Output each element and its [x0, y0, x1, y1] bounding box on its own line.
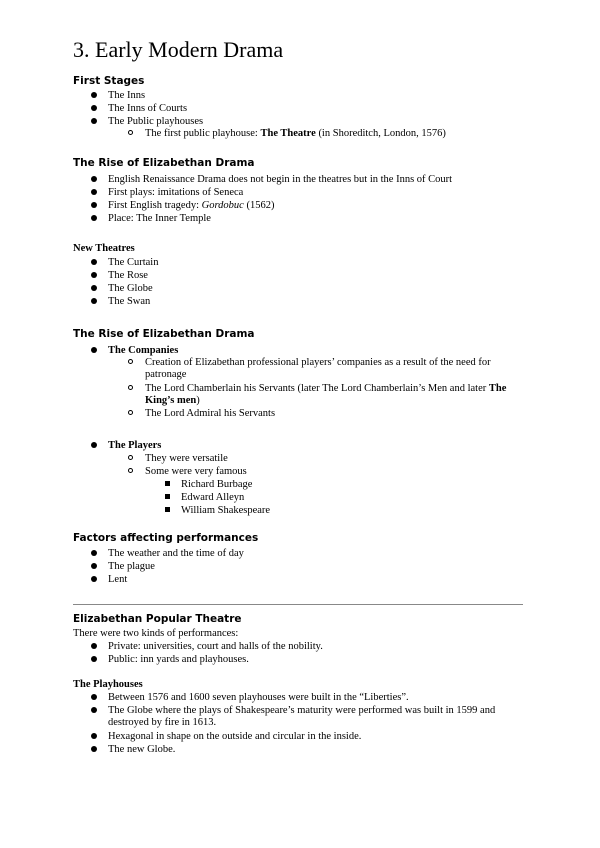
bullet-icon [91, 189, 97, 195]
list-item-companies: The Companies [108, 345, 179, 356]
heading-first-stages: First Stages [73, 75, 145, 87]
list-item: Private: universities, court and halls of the nobility. [108, 641, 323, 652]
list-item-sub: The Lord Admiral his Servants [145, 408, 276, 419]
list-item: The Swan [108, 296, 151, 307]
item-text-post: (1562) [243, 200, 275, 211]
circle-bullet-icon [128, 410, 133, 415]
list-item: Lent [108, 574, 128, 585]
list-item: Between 1576 and 1600 seven playhouses were built in the “Liberties”. [108, 692, 409, 703]
bullet-icon [91, 92, 97, 98]
list-item-sub: Some were very famous [145, 466, 247, 477]
sub-bold: The [488, 383, 507, 394]
list-item-sub: Creation of Elizabethan professional players’ companies as a result of the need for [145, 357, 491, 368]
list-item: The Globe where the plays of Shakespeare’s maturity were performed was built in 1599 and [108, 705, 496, 716]
bullet-icon [91, 550, 97, 556]
bullet-icon [91, 285, 97, 291]
list-item-name: William Shakespeare [181, 505, 271, 516]
heading-popular-theatre: Elizabethan Popular Theatre [73, 613, 242, 625]
bullet-icon [91, 733, 97, 739]
list-item-name: Edward Alleyn [181, 492, 245, 503]
heading-rise-elizabethan-drama-2: The Rise of Elizabethan Drama [73, 328, 255, 340]
intro-text: There were two kinds of performances: [73, 628, 239, 639]
list-item: Hexagonal in shape on the outside and circular in the inside. [108, 731, 362, 742]
list-item-sub-cont: patronage [145, 369, 187, 380]
list-item: The plague [108, 561, 155, 572]
circle-bullet-icon [128, 385, 133, 390]
bullet-icon [91, 259, 97, 265]
bullet-icon [91, 202, 97, 208]
item-text: First English tragedy: [108, 200, 202, 211]
sub-text: The first public playhouse: [145, 128, 261, 139]
bullet-icon [91, 215, 97, 221]
list-item-name: Richard Burbage [181, 479, 253, 490]
bullet-icon [91, 656, 97, 662]
bullet-icon [91, 442, 97, 448]
list-item-sub-cont [145, 394, 200, 407]
bullet-icon [91, 176, 97, 182]
heading-rise-elizabethan-drama: The Rise of Elizabethan Drama [73, 157, 255, 169]
sub-text-post: (in Shoreditch, London, 1576) [315, 128, 446, 139]
sub-text: The Lord Chamberlain his Servants (later The Lord Chamberlain’s Men and later [145, 383, 489, 394]
list-item: The Inns [108, 90, 146, 101]
list-item: The Globe [108, 283, 153, 294]
bullet-icon [91, 707, 97, 713]
bullet-icon [91, 643, 97, 649]
bullet-icon [91, 105, 97, 111]
bullet-icon [91, 563, 97, 569]
bullet-icon [91, 694, 97, 700]
bullet-icon [91, 118, 97, 124]
page-title: 3. Early Modern Drama [73, 37, 284, 62]
circle-bullet-icon [128, 468, 133, 473]
list-item: The new Globe. [108, 744, 176, 755]
sub-text-close: ) [196, 395, 200, 406]
heading-playhouses: The Playhouses [73, 679, 143, 690]
heading-new-theatres: New Theatres [73, 243, 135, 254]
list-item: The Public playhouses [108, 116, 204, 127]
sub-bold: King’s men [145, 395, 197, 406]
circle-bullet-icon [128, 455, 133, 460]
circle-bullet-icon [128, 359, 133, 364]
item-italic: Gordobuc [201, 200, 244, 211]
sub-bold: The Theatre [260, 128, 316, 139]
heading-factors: Factors affecting performances [73, 532, 259, 544]
list-item: The Inns of Courts [108, 103, 188, 114]
bullet-icon [91, 298, 97, 304]
list-item: Public: inn yards and playhouses. [108, 654, 249, 665]
square-bullet-icon [165, 507, 170, 512]
list-item [108, 199, 274, 212]
list-item-sub [145, 127, 446, 140]
bullet-icon [91, 576, 97, 582]
square-bullet-icon [165, 494, 170, 499]
list-item: Place: The Inner Temple [108, 213, 211, 224]
list-item: The weather and the time of day [108, 548, 244, 559]
list-item: The Rose [108, 270, 148, 281]
list-item-cont: destroyed by fire in 1613. [108, 717, 217, 728]
list-item-players: The Players [108, 440, 162, 451]
bullet-icon [91, 272, 97, 278]
list-item: First plays: imitations of Seneca [108, 187, 244, 198]
bullet-icon [91, 347, 97, 353]
square-bullet-icon [165, 481, 170, 486]
circle-bullet-icon [128, 130, 133, 135]
list-item: English Renaissance Drama does not begin in the theatres but in the Inns of Court [108, 174, 453, 185]
list-item-sub: They were versatile [145, 453, 228, 464]
horizontal-divider [73, 604, 523, 605]
list-item: The Curtain [108, 257, 159, 268]
bullet-icon [91, 746, 97, 752]
